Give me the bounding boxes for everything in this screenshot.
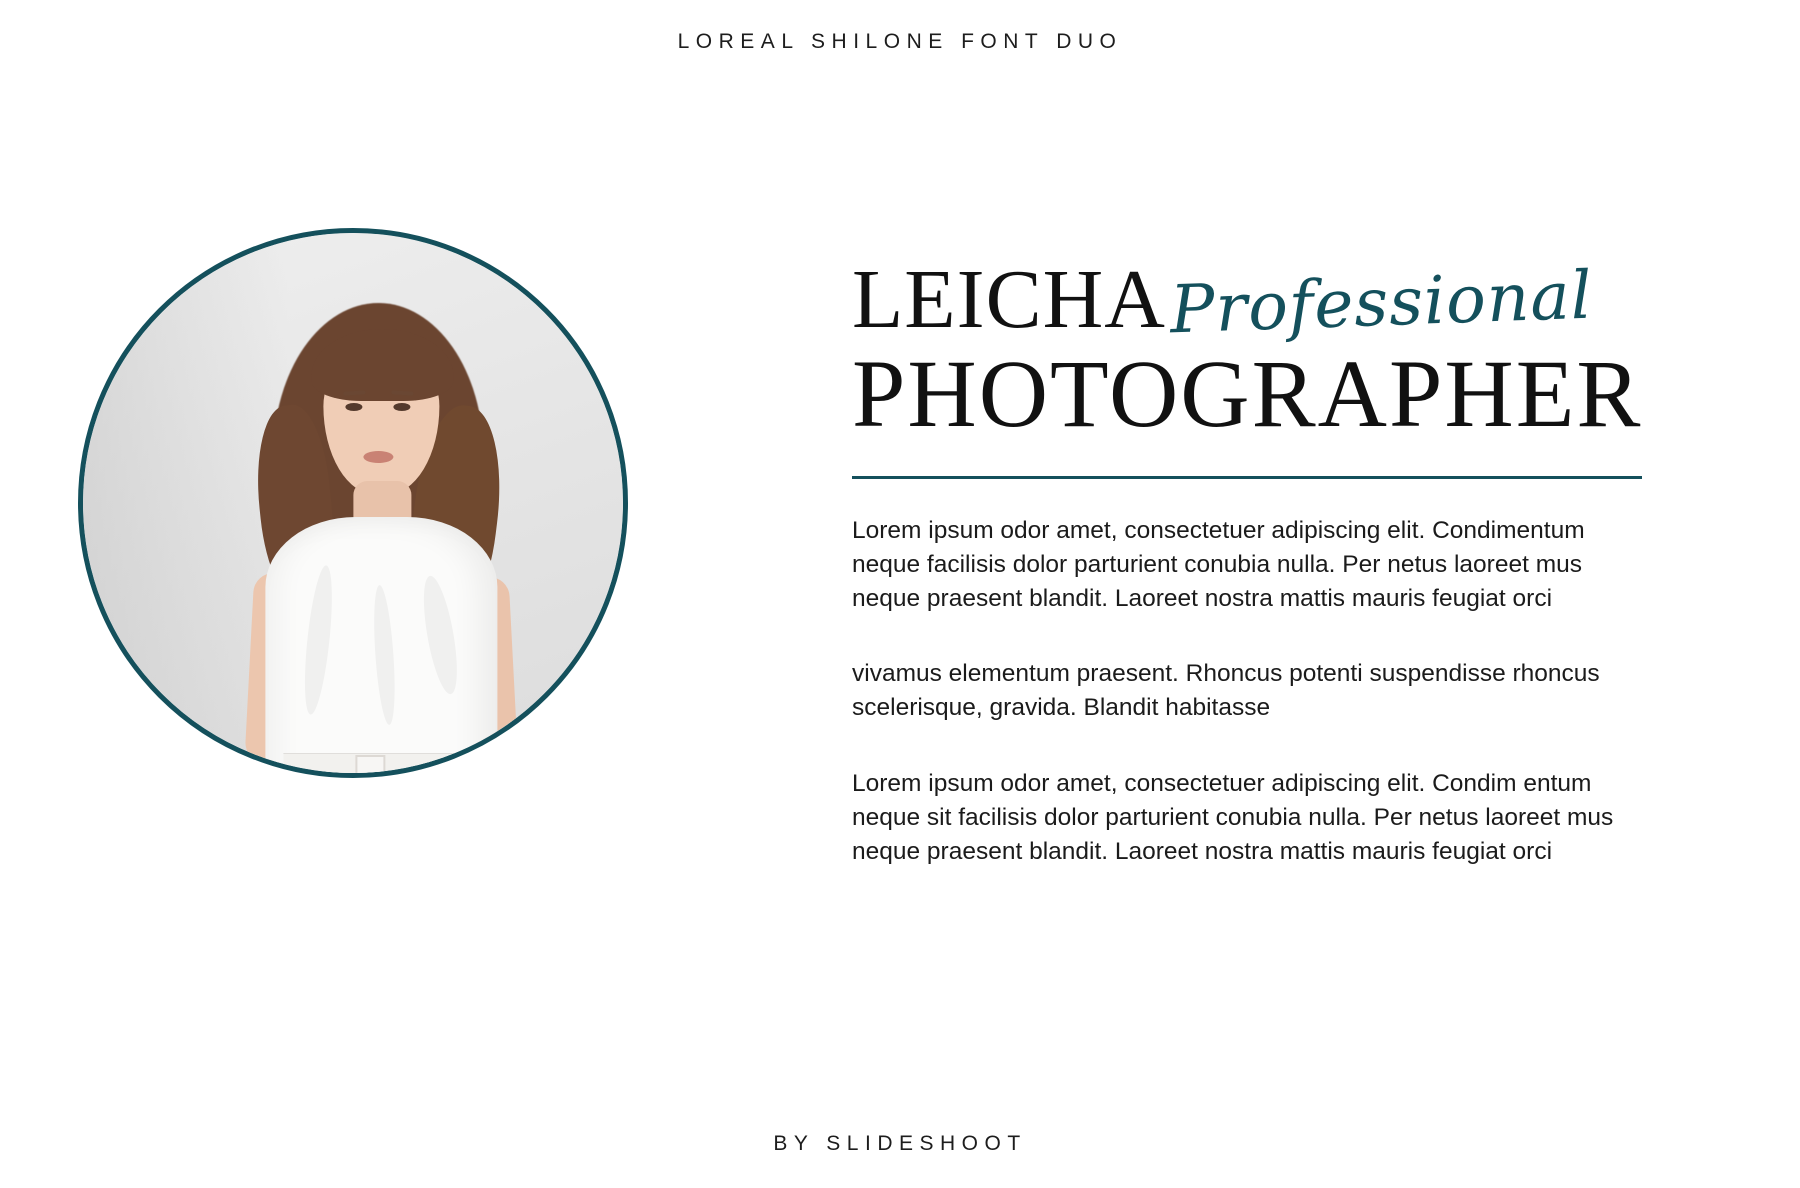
body-paragraph-1: Lorem ipsum odor amet, consectetuer adipiscing elit. Condimentum neque facilisis dolor parturient conubia nulla. Per netus laoreet mus neque praesent blandit. Laoreet nostra mattis mauris feugiat orci <box>852 517 1585 612</box>
photo-figure <box>187 285 547 773</box>
header-label: LOREAL SHILONE FONT DUO <box>677 30 1123 53</box>
portrait-photo <box>78 228 628 778</box>
body-paragraph-2: vivamus elementum praesent. Rhoncus potenti suspendisse rhoncus scelerisque, gravida. Blandit habitasse <box>852 660 1600 722</box>
title-line-one: LEICHA <box>852 253 1166 346</box>
title-script-word: Professional <box>1168 256 1594 349</box>
eye-right-shape <box>393 403 410 411</box>
portrait-photo-inner <box>83 233 623 773</box>
title-line-two: PHOTOGRAPHER <box>852 340 1643 447</box>
title-block <box>852 253 1643 468</box>
body-paragraphs <box>852 514 1638 868</box>
body-paragraph-3: Lorem ipsum odor amet, consectetuer adipiscing elit. Condim entum neque sit facilisis dolor parturient conubia nulla. Per netus laoreet mus neque praesent blandit. Laoreet nostra mattis mauris feugiat orci <box>852 769 1614 865</box>
accent-divider <box>852 476 1642 479</box>
eye-left-shape <box>345 403 362 411</box>
footer-label: BY SLIDESHOOT <box>773 1132 1027 1155</box>
content-column <box>852 253 1643 865</box>
belt-buckle-shape <box>355 755 385 773</box>
lips-shape <box>363 451 393 463</box>
